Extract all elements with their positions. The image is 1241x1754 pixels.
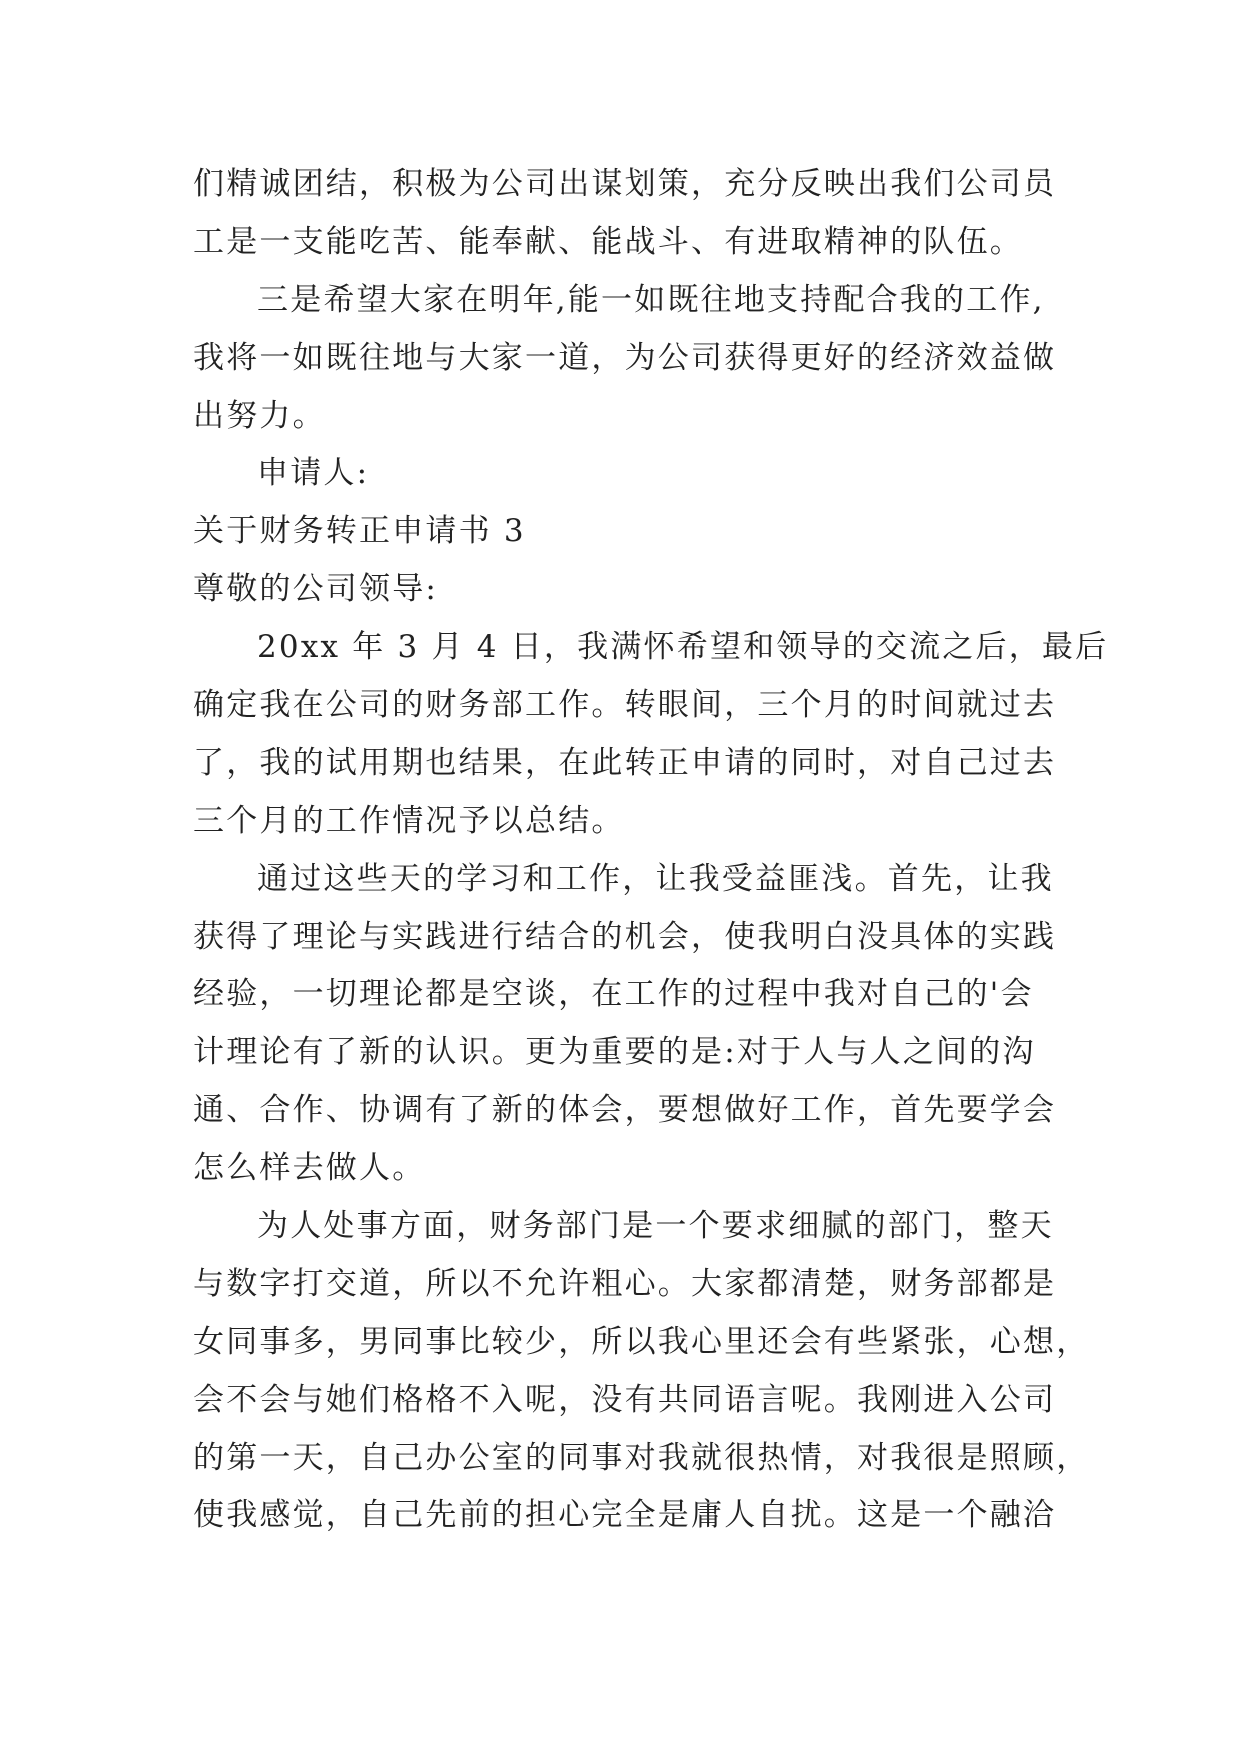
text-line: 三个月的工作情况予以总结。 xyxy=(193,802,625,839)
paragraph-start-line: 20xx 年 3 月 4 日，我满怀希望和领导的交流之后，最后 xyxy=(257,629,1109,666)
text-line: 确定我在公司的财务部工作。转眼间，三个月的时间就过去 xyxy=(193,687,1057,724)
text-line: 出努力。 xyxy=(193,397,326,434)
text-line: 与数字打交道，所以不允许粗心。大家都清楚，财务部都是 xyxy=(193,1265,1057,1302)
text-line: 女同事多，男同事比较少，所以我心里还会有些紧张，心想， xyxy=(193,1323,1090,1360)
document-body xyxy=(193,164,1109,1553)
text-line: 的第一天，自己办公室的同事对我就很热情，对我很是照顾， xyxy=(193,1439,1090,1476)
text-line: 获得了理论与实践进行结合的机会，使我明白没具体的实践 xyxy=(193,918,1057,955)
text-line: 通、合作、协调有了新的体会，要想做好工作，首先要学会 xyxy=(193,1092,1057,1129)
salutation: 尊敬的公司领导: xyxy=(193,571,439,608)
text-line: 了，我的试用期也结果，在此转正申请的同时，对自己过去 xyxy=(193,744,1057,781)
text-line: 工是一支能吃苦、能奉献、能战斗、有进取精神的队伍。 xyxy=(193,223,1023,260)
text-line: 会不会与她们格格不入呢，没有共同语言呢。我刚进入公司 xyxy=(193,1381,1057,1418)
text-line: 们精诚团结，积极为公司出谋划策，充分反映出我们公司员 xyxy=(193,166,1057,202)
text-line: 经验，一切理论都是空谈，在工作的过程中我对自己的'会 xyxy=(193,976,1034,1013)
text-line: 我将一如既往地与大家一道，为公司获得更好的经济效益做 xyxy=(193,339,1057,376)
text-line: 使我感觉，自己先前的担心完全是庸人自扰。这是一个融洽 xyxy=(193,1497,1057,1534)
section-heading: 关于财务转正申请书 3 xyxy=(193,513,526,550)
paragraph-start-line: 为人处事方面，财务部门是一个要求细腻的部门，整天 xyxy=(257,1208,1054,1245)
signature-label: 申请人: xyxy=(257,455,370,492)
paragraph-start-line: 通过这些天的学习和工作，让我受益匪浅。首先，让我 xyxy=(257,860,1054,897)
text-line: 计理论有了新的认识。更为重要的是:对于人与人之间的沟 xyxy=(193,1034,1036,1071)
text-line: 怎么样去做人。 xyxy=(193,1150,426,1187)
paragraph-start-line: 三是希望大家在明年,能一如既往地支持配合我的工作, xyxy=(257,281,1045,318)
